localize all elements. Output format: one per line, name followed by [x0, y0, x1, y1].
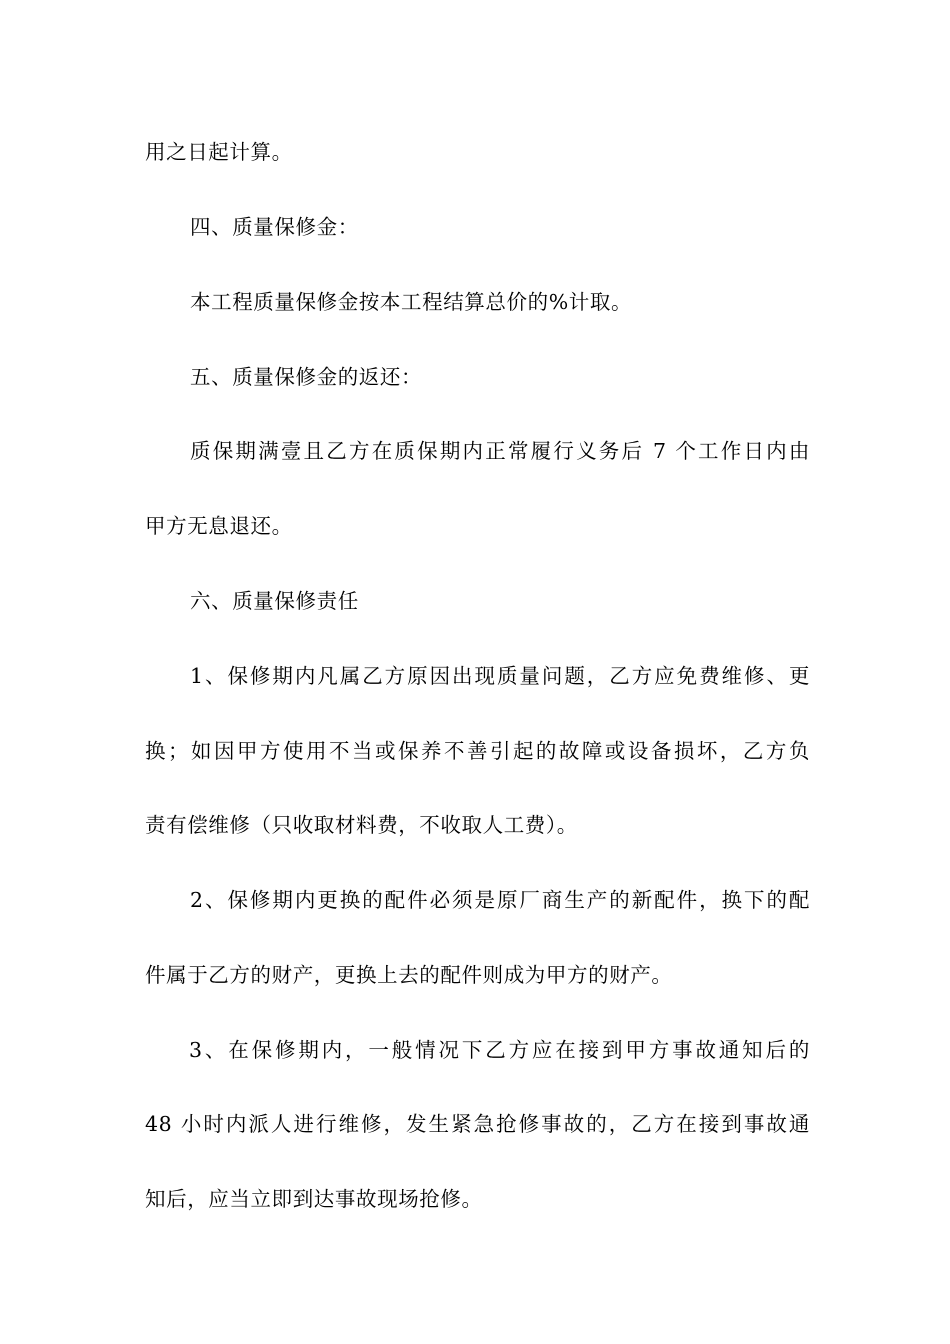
text-line: 换；如因甲方使用不当或保养不善引起的故障或设备损坏，乙方负 [145, 739, 810, 763]
text-line: 用之日起计算。 [145, 140, 293, 164]
section-heading: 六、质量保修责任 [190, 589, 359, 613]
section-heading: 五、质量保修金的返还： [190, 365, 423, 389]
text-line: 2、保修期内更换的配件必须是原厂商生产的新配件，换下的配 [190, 888, 810, 912]
text-line: 1、保修期内凡属乙方原因出现质量问题，乙方应免费维修、更 [190, 664, 810, 688]
text-line: 件属于乙方的财产，更换上去的配件则成为甲方的财产。 [145, 963, 673, 987]
text-line: 48 小时内派人进行维修，发生紧急抢修事故的，乙方在接到事故通 [145, 1112, 810, 1136]
section-heading: 四、质量保修金： [190, 215, 359, 239]
text-line: 质保期满壹且乙方在质保期内正常履行义务后 7 个工作日内由 [190, 439, 810, 463]
text-line: 3、在保修期内，一般情况下乙方应在接到甲方事故通知后的 [189, 1038, 810, 1062]
text-line: 知后，应当立即到达事故现场抢修。 [145, 1187, 483, 1211]
text-line: 本工程质量保修金按本工程结算总价的%计取。 [190, 290, 633, 314]
text-line: 责有偿维修（只收取材料费，不收取人工费）。 [145, 813, 578, 837]
text-line: 甲方无息退还。 [145, 514, 293, 538]
